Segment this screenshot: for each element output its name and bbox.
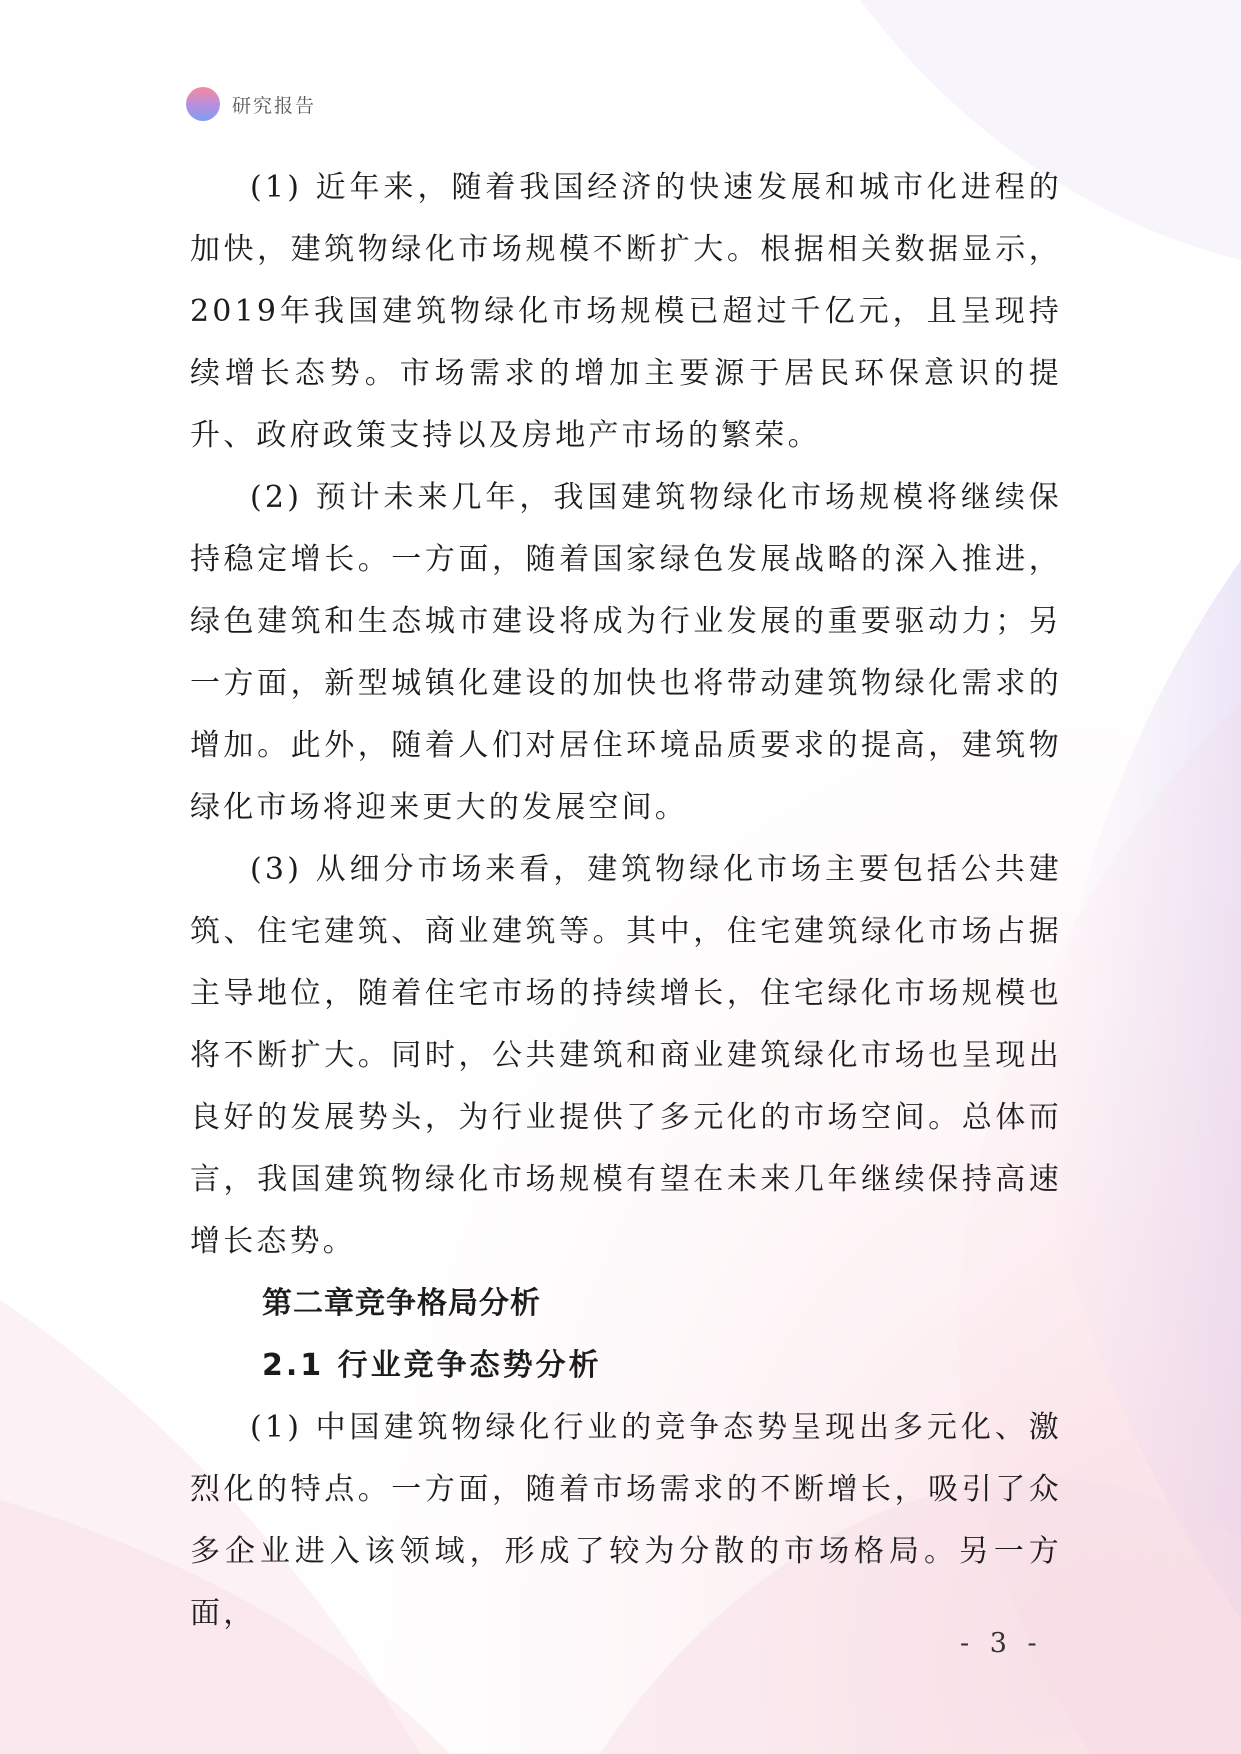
page-number: - 3 - [960, 1628, 1043, 1659]
paragraph-intro-3: (3) 从细分市场来看，建筑物绿化市场主要包括公共建筑、住宅建筑、商业建筑等。其中，住宅建筑绿化市场占据主导地位，随着住宅市场的持续增长，住宅绿化市场规模也将不断扩大。同时，公共建筑和商业建筑绿化市场也呈现出良好的发展势头，为行业提供了多元化的市场空间。总体而言，我国建筑物绿化市场规模有望在未来几年继续保持高速增长态势。 [190, 852, 1062, 1259]
logo-circle-icon [186, 87, 220, 121]
page-header [186, 87, 316, 121]
paragraph-intro-2: (2) 预计未来几年，我国建筑物绿化市场规模将继续保持稳定增长。一方面，随着国家绿色发展战略的深入推进，绿色建筑和生态城市建设将成为行业发展的重要驱动力；另一方面，新型城镇化建设的加快也将带动建筑物绿化需求的增加。此外，随着人们对居住环境品质要求的提高，建筑物绿化市场将迎来更大的发展空间。 [190, 480, 1062, 825]
section-title: 2.1 行业竞争态势分析 [262, 1348, 602, 1383]
header-label: 研究报告 [232, 94, 317, 117]
document-body [190, 157, 1062, 1645]
paragraph-intro-1: (1) 近年来，随着我国经济的快速发展和城市化进程的加快，建筑物绿化市场规模不断扩大。根据相关数据显示，2019年我国建筑物绿化市场规模已超过千亿元，且呈现持续增长态势。市场需求的增加主要源于居民环保意识的提升、政府政策支持以及房地产市场的繁荣。 [190, 170, 1062, 453]
paragraph-section-1: (1) 中国建筑物绿化行业的竞争态势呈现出多元化、激烈化的特点。一方面，随着市场需求的不断增长，吸引了众多企业进入该领域，形成了较为分散的市场格局。另一方面， [190, 1410, 1062, 1631]
chapter-title: 第二章竞争格局分析 [262, 1286, 541, 1321]
